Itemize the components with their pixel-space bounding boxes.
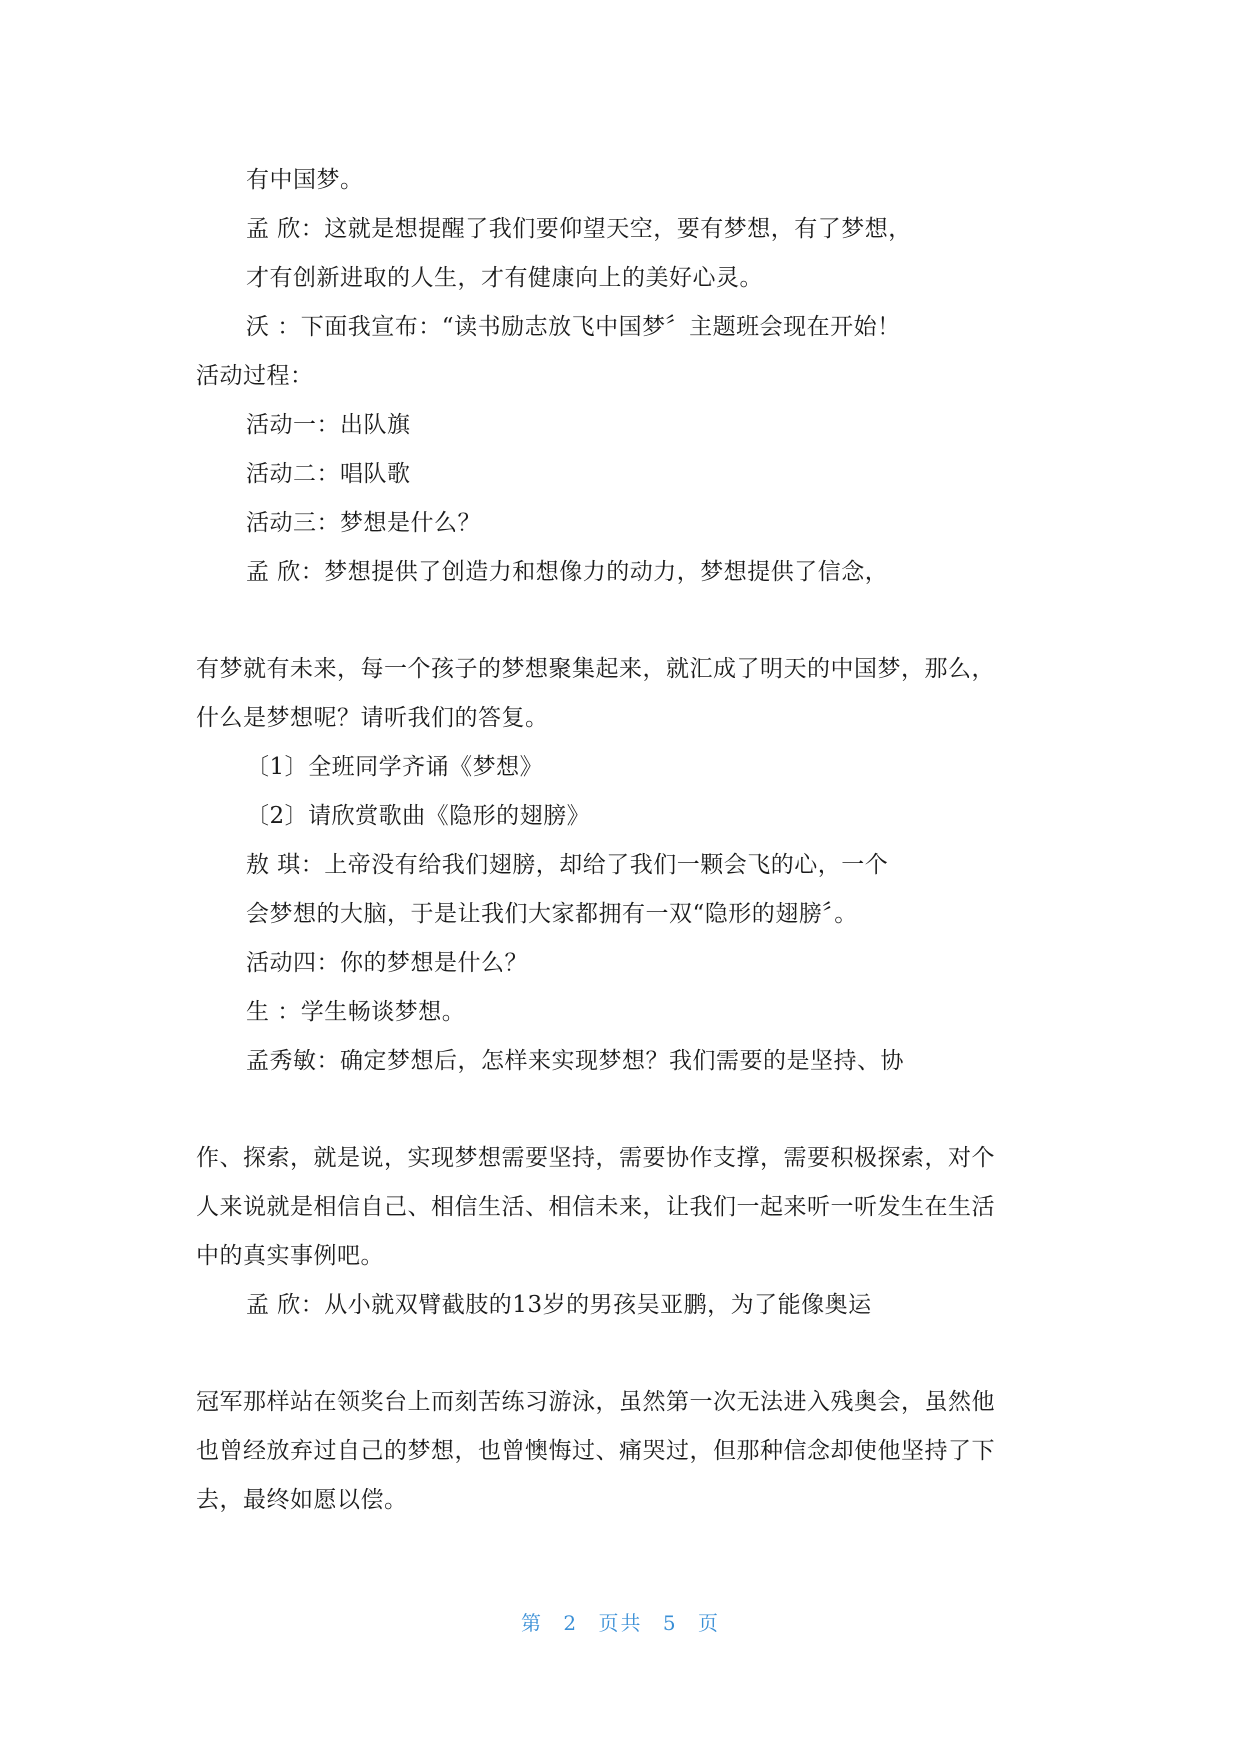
text-line: 有中国梦。 bbox=[246, 167, 364, 193]
text-line: 敖 琪：上帝没有给我们翅膀，却给了我们一颗会飞的心，一个 bbox=[246, 852, 889, 878]
text-line: 冠军那样站在领奖台上而刻苦练习游泳，虽然第一次无法进入残奥会，虽然他 bbox=[196, 1389, 995, 1415]
text-line: 会梦想的大脑，于是让我们大家都拥有一双“隐形的翅膀〞。 bbox=[246, 901, 858, 927]
text-line: 活动三：梦想是什么？ bbox=[246, 510, 481, 536]
text-line: 活动二：唱队歌 bbox=[246, 461, 411, 487]
text-line: 作、探索，就是说，实现梦想需要坚持，需要协作支撑，需要积极探索，对个 bbox=[196, 1145, 995, 1171]
text-line: 有梦就有未来，每一个孩子的梦想聚集起来，就汇成了明天的中国梦，那么， bbox=[196, 656, 995, 682]
text-line: 人来说就是相信自己、相信生活、相信未来，让我们一起来听一听发生在生活 bbox=[196, 1194, 995, 1220]
text-line: 也曾经放弃过自己的梦想，也曾懊悔过、痛哭过，但那种信念却使他坚持了下 bbox=[196, 1438, 995, 1464]
text-line: 孟 欣：梦想提供了创造力和想像力的动力，梦想提供了信念， bbox=[246, 559, 889, 585]
text-line: 〔2〕请欣赏歌曲《隐形的翅膀》 bbox=[246, 803, 591, 829]
text-line: 活动过程： bbox=[196, 363, 314, 389]
footer-total-pages: 5 bbox=[662, 1611, 678, 1635]
page-footer bbox=[0, 1610, 1241, 1636]
text-line: 才有创新进取的人生，才有健康向上的美好心灵。 bbox=[246, 265, 763, 291]
footer-page-number: 2 bbox=[563, 1611, 579, 1635]
text-line: 孟秀敏：确定梦想后，怎样来实现梦想？我们需要的是坚持、协 bbox=[246, 1048, 904, 1074]
text-line: 孟 欣：这就是想提醒了我们要仰望天空，要有梦想，有了梦想， bbox=[246, 216, 912, 242]
footer-suffix: 页 bbox=[697, 1611, 720, 1635]
text-line: 去，最终如愿以偿。 bbox=[196, 1487, 408, 1513]
text-line: 中的真实事例吧。 bbox=[196, 1243, 384, 1269]
text-line: 活动四：你的梦想是什么？ bbox=[246, 950, 528, 976]
footer-middle: 页共 bbox=[598, 1611, 643, 1635]
text-line: 孟 欣：从小就双臂截肢的13岁的男孩吴亚鹏，为了能像奥运 bbox=[246, 1292, 872, 1318]
text-line: 〔1〕全班同学齐诵《梦想》 bbox=[246, 754, 544, 780]
text-line: 生 ：学生畅谈梦想。 bbox=[246, 999, 466, 1025]
footer-prefix: 第 bbox=[521, 1611, 544, 1635]
text-line: 沃 ：下面我宣布：“读书励志放飞中国梦〞主题班会现在开始！ bbox=[246, 314, 901, 340]
text-line: 活动一：出队旗 bbox=[246, 412, 411, 438]
text-line: 什么是梦想呢？请听我们的答复。 bbox=[196, 705, 549, 731]
